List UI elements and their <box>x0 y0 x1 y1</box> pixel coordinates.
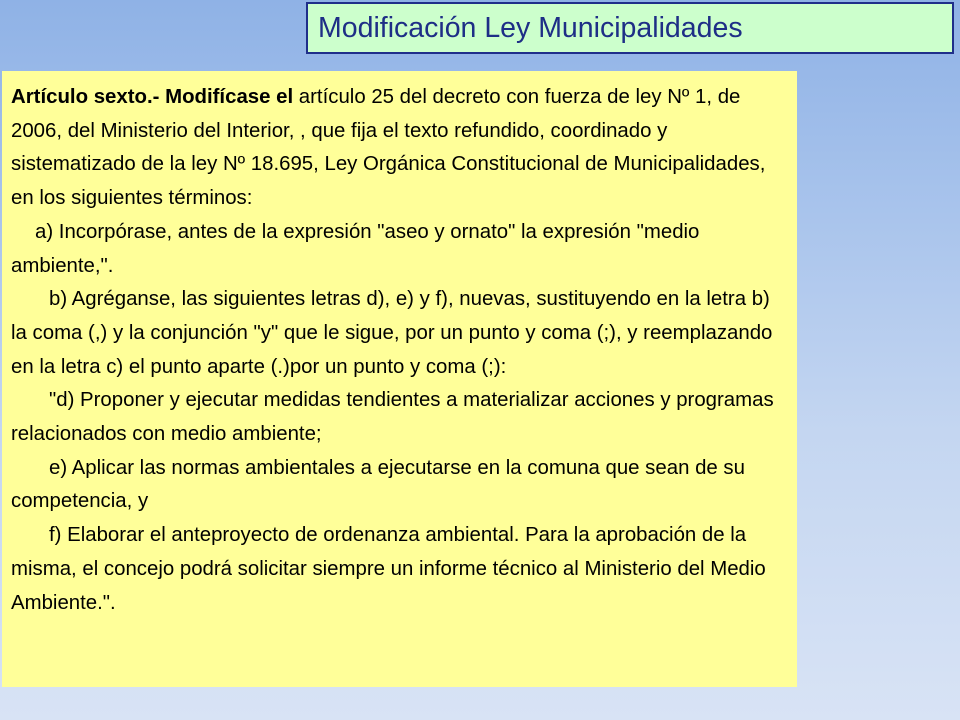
article-item-a: a) Incorpórase, antes de la expresión "aseo y ornato" la expresión "medio ambiente,". <box>11 220 700 277</box>
slide-title: Modificación Ley Municipalidades <box>318 11 743 44</box>
article-item-f: f) Elaborar el anteproyecto de ordenanza ambiental. Para la aprobación de la misma, el concejo podrá solicitar siempre un informe técnico al Ministerio del Medio Ambiente.". <box>11 524 766 614</box>
article-intro: artículo 25 del decreto con fuerza de ley Nº 1, de 2006, del Ministerio del Interior, , que fija el texto refundido, coordinado y sistematizado de la ley Nº 18.695, Ley Orgánica Constitucional de Municipalidades, en los siguientes términos: <box>11 86 766 210</box>
article-item-b: b) Agréganse, las siguientes letras d), e) y f), nuevas, sustituyendo en la letra b) la coma (,) y la conjunción "y" que le sigue, por un punto y coma (;), y reemplazando en la letra c) el punto aparte (.)por un punto y coma (;): <box>11 288 773 378</box>
article-heading: Artículo sexto.- Modifícase el <box>11 86 294 108</box>
article-intro-paragraph <box>11 81 787 216</box>
article-text-box <box>2 71 797 687</box>
article-item-d: "d) Proponer y ejecutar medidas tendientes a materializar acciones y programas relacionados con medio ambiente; <box>11 389 774 446</box>
article-item-e: e) Aplicar las normas ambientales a ejecutarse en la comuna que sean de su competencia, y <box>11 456 745 513</box>
slide-title-box <box>306 2 954 54</box>
